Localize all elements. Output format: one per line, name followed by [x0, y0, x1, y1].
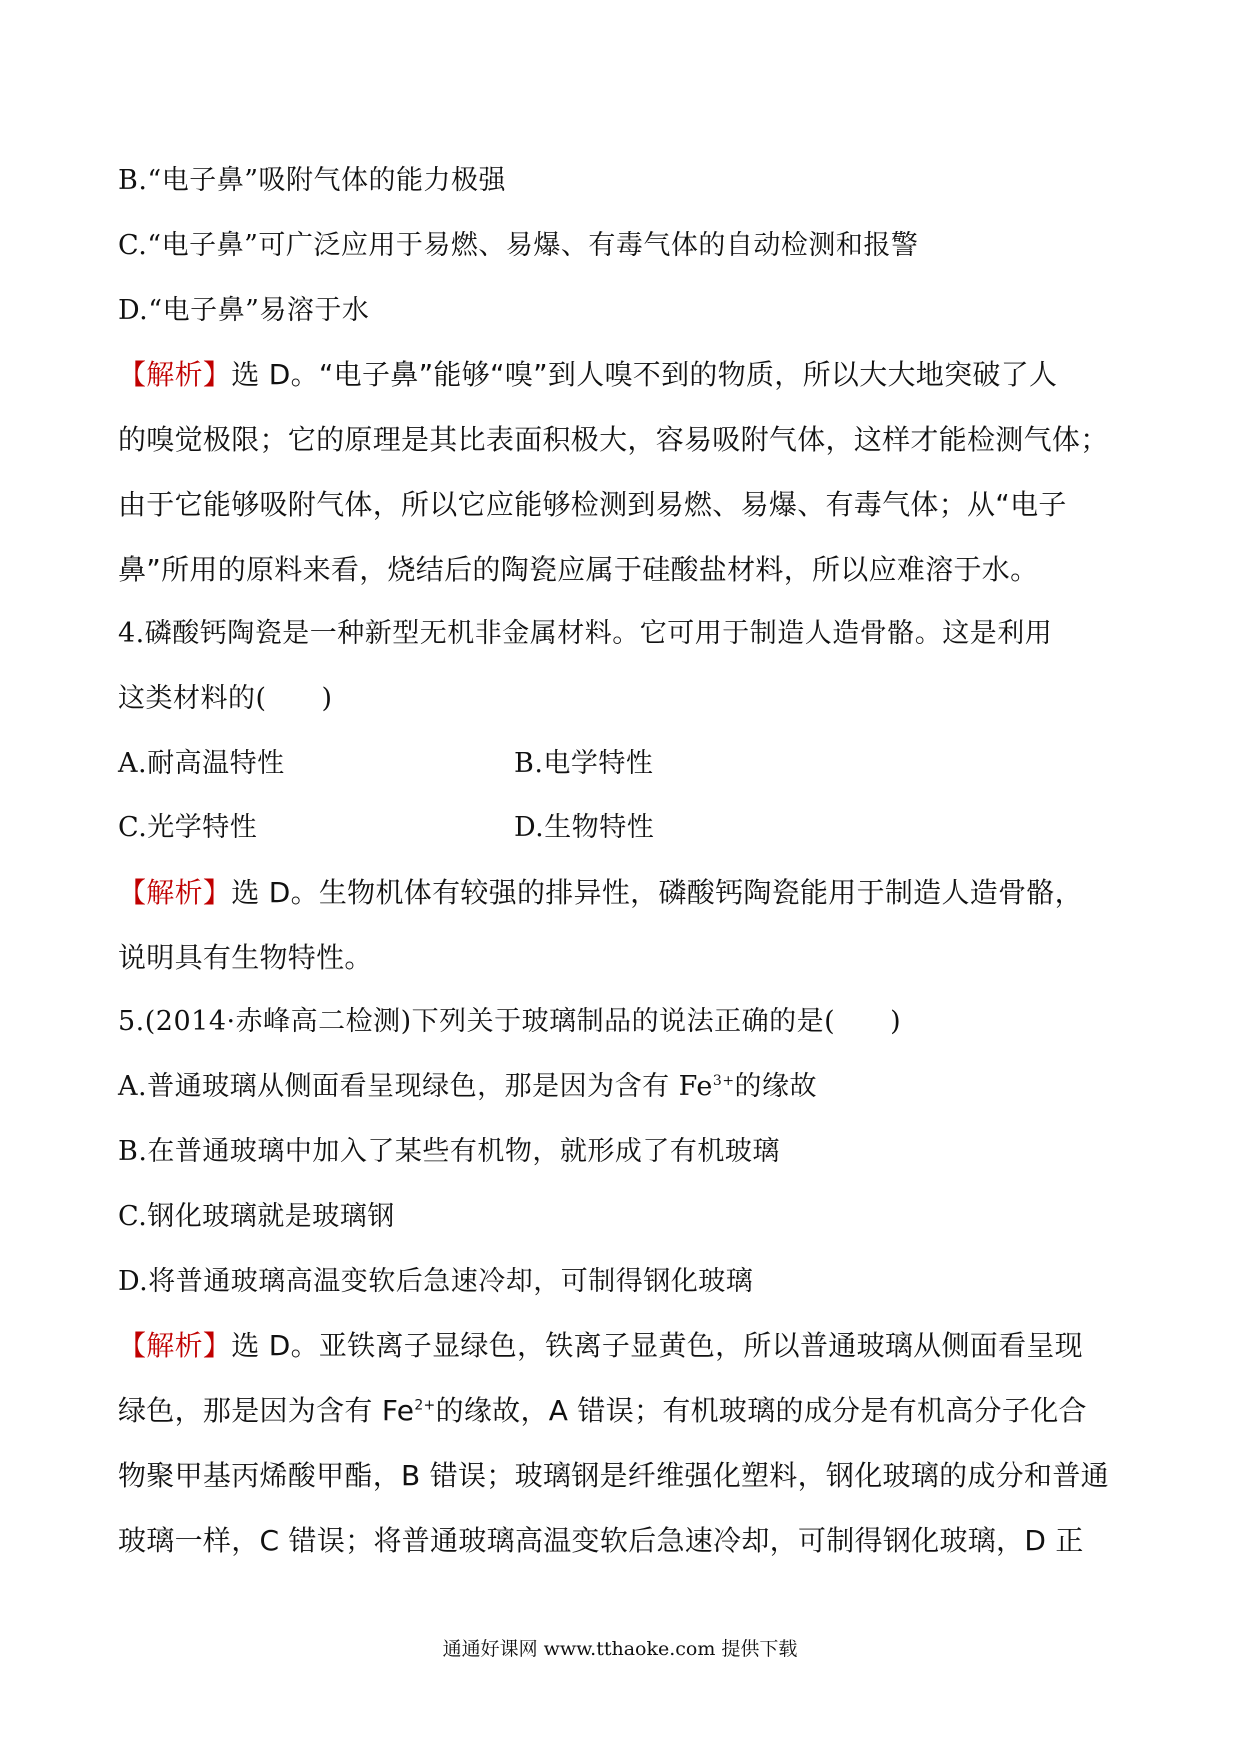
q5-analysis-line-3: 物聚甲基丙烯酸甲酯，B 错误；玻璃钢是纤维强化塑料，钢化玻璃的成分和普通 [118, 1459, 1109, 1492]
q4-analysis-line-1 [118, 873, 1083, 913]
page-footer: 通通好课网 www.tthaoke.com 提供下载 [442, 1638, 798, 1660]
q5-stem: 5.(2014·赤峰高二检测)下列关于玻璃制品的说法正确的是( ) [118, 1006, 902, 1037]
q3-option-d: D.“电子鼻”易溶于水 [118, 295, 370, 326]
q5-option-a-tail: 的缘故 [734, 1071, 818, 1102]
q5-analysis-2-tail: 的缘故，A 错误；有机玻璃的成分是有机高分子化合 [435, 1394, 1087, 1427]
q5-option-b: B.在普通玻璃中加入了某些有机物，就形成了有机玻璃 [118, 1136, 780, 1167]
q4-option-b: B.电学特性 [514, 748, 654, 779]
q3-analysis-line-1 [118, 355, 1057, 395]
q3-analysis-line-4: 鼻”所用的原料来看，烧结后的陶瓷应属于硅酸盐材料，所以应难溶于水。 [118, 553, 1039, 586]
q4-analysis-text: 选 D。生物机体有较强的排异性，磷酸钙陶瓷能用于制造人造骨骼， [231, 876, 1083, 909]
q5-analysis-2-charge: 2+ [414, 1397, 436, 1414]
q4-options-row-2 [118, 808, 655, 848]
q5-option-a [118, 1067, 817, 1107]
q3-analysis-line-3: 由于它能够吸附气体，所以它应能够检测到易燃、易爆、有毒气体；从“电子 [118, 488, 1067, 521]
q4-option-c: C.光学特性 [118, 812, 258, 843]
q5-analysis-line-2 [118, 1391, 1087, 1431]
q3-option-c: C.“电子鼻”可广泛应用于易燃、易爆、有毒气体的自动检测和报警 [118, 230, 919, 261]
q5-analysis-line-1 [118, 1326, 1083, 1366]
q3-analysis-line-2: 的嗅觉极限；它的原理是其比表面积极大，容易吸附气体，这样才能检测气体； [118, 423, 1109, 456]
q5-analysis-line-4: 玻璃一样，C 错误；将普通玻璃高温变软后急速冷却，可制得钢化玻璃，D 正 [118, 1524, 1084, 1557]
q5-option-a-text: A.普通玻璃从侧面看呈现绿色，那是因为含有 Fe [118, 1071, 713, 1102]
q4-option-d: D.生物特性 [514, 812, 655, 843]
q5-option-d: D.将普通玻璃高温变软后急速冷却，可制得钢化玻璃 [118, 1266, 754, 1297]
q5-option-c: C.钢化玻璃就是玻璃钢 [118, 1201, 395, 1232]
q5-analysis-2-text: 绿色，那是因为含有 Fe [118, 1394, 415, 1427]
q4-stem-line-1: 4.磷酸钙陶瓷是一种新型无机非金属材料。它可用于制造人造骨骼。这是利用 [118, 618, 1053, 649]
q4-analysis-tag: 【解析】 [118, 876, 232, 909]
q3-analysis-text: 选 D。“电子鼻”能够“嗅”到人嗅不到的物质，所以大大地突破了人 [231, 358, 1058, 391]
q5-analysis-text: 选 D。亚铁离子显绿色，铁离子显黄色，所以普通玻璃从侧面看呈现 [231, 1329, 1083, 1362]
q4-stem-line-2: 这类材料的( ) [118, 683, 333, 714]
q3-option-b: B.“电子鼻”吸附气体的能力极强 [118, 165, 507, 196]
q5-analysis-tag: 【解析】 [118, 1329, 232, 1362]
q5-option-a-charge: 3+ [712, 1073, 735, 1089]
q4-analysis-line-2: 说明具有生物特性。 [118, 941, 373, 974]
q3-analysis-tag: 【解析】 [118, 358, 232, 391]
q4-options-row-1 [118, 744, 654, 784]
q4-option-a: A.耐高温特性 [118, 748, 285, 779]
